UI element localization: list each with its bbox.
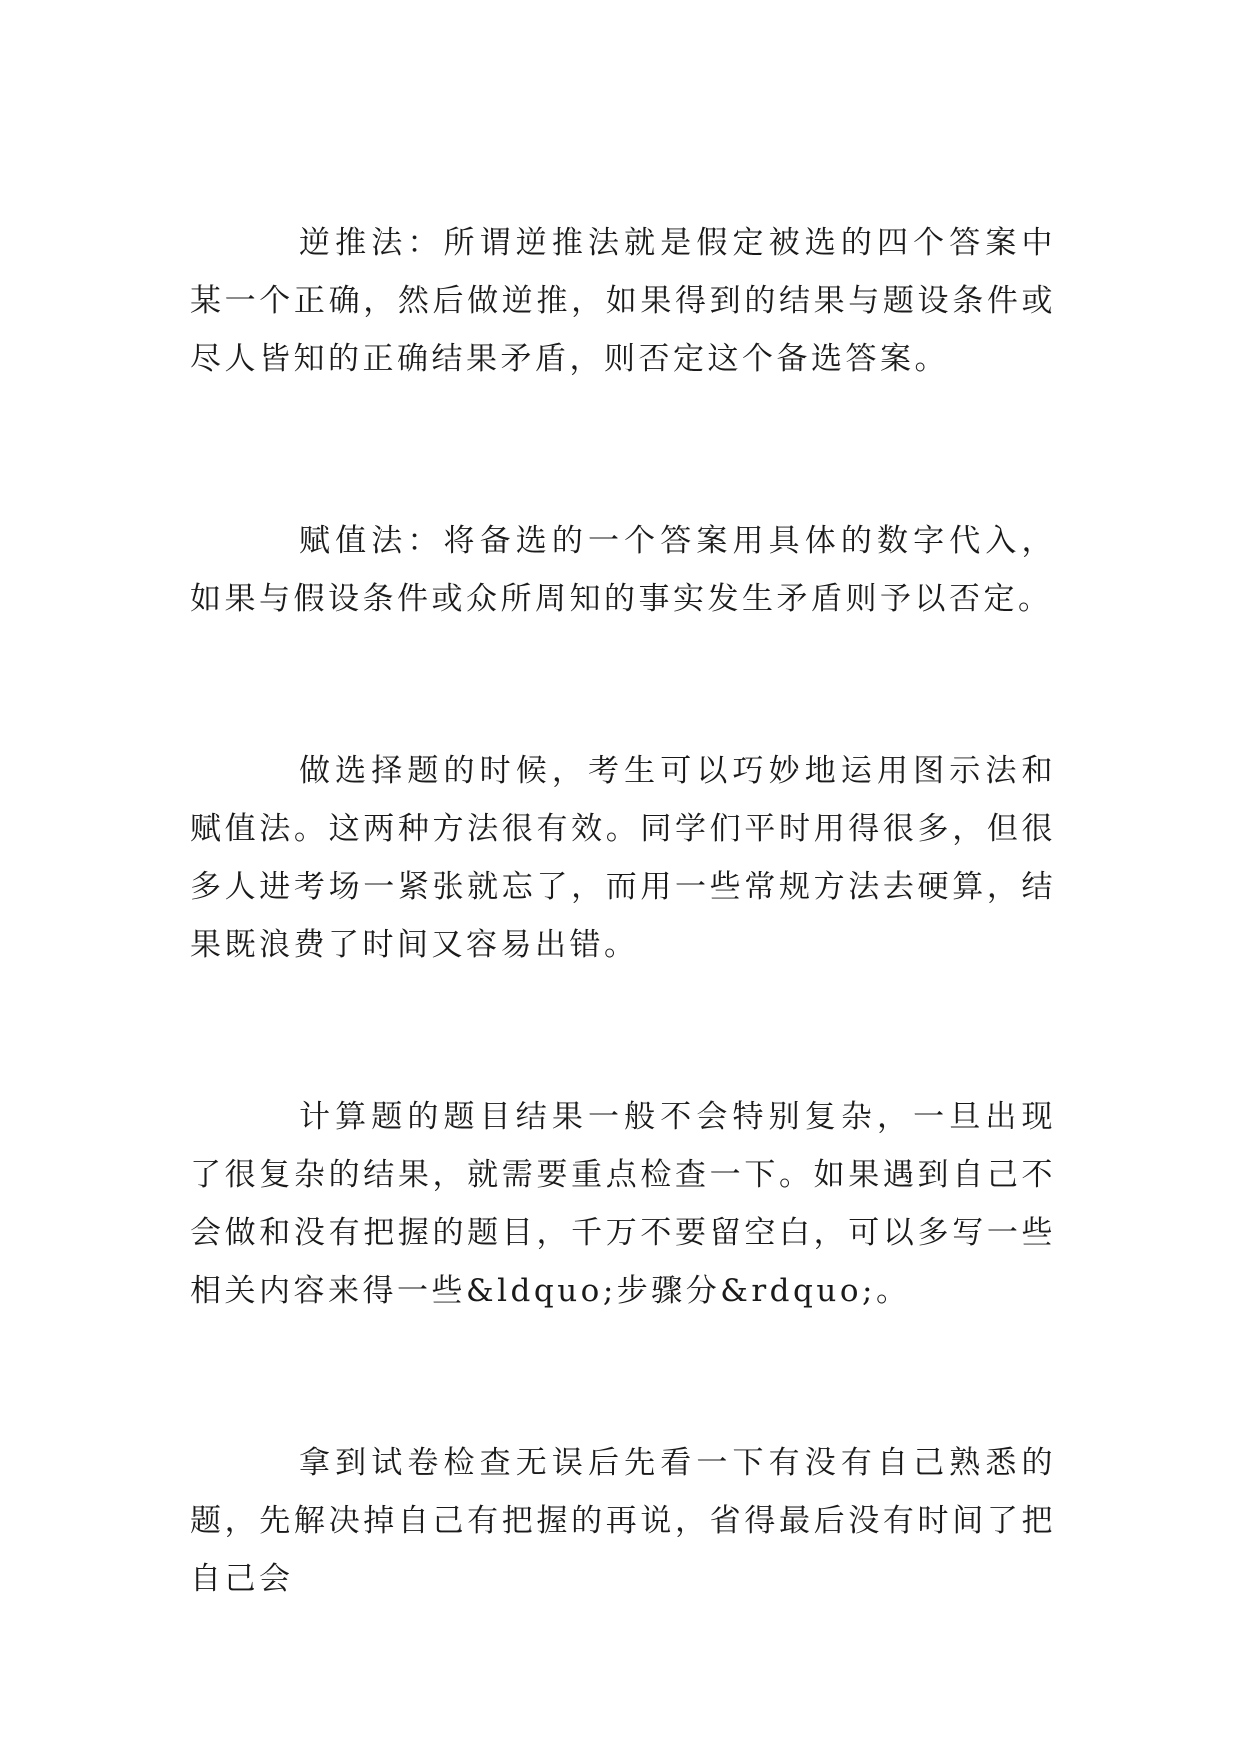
- paragraph-assignment-method: 赋值法：将备选的一个答案用具体的数字代入，如果与假设条件或众所周知的事实发生矛盾则予以否定。: [190, 523, 1056, 617]
- paragraph-exam-strategy: 拿到试卷检查无误后先看一下有没有自己熟悉的题，先解决掉自己有把握的再说，省得最后没有时间了把自己会: [190, 1445, 1056, 1597]
- paragraph-reverse-method: 逆推法：所谓逆推法就是假定被选的四个答案中某一个正确，然后做逆推，如果得到的结果与题设条件或尽人皆知的正确结果矛盾，则否定这个备选答案。: [190, 225, 1056, 377]
- paragraph-choice-questions: 做选择题的时候，考生可以巧妙地运用图示法和赋值法。这两种方法很有效。同学们平时用得很多，但很多人进考场一紧张就忘了，而用一些常规方法去硬算，结果既浪费了时间又容易出错。: [190, 753, 1056, 963]
- paragraph-calculation-questions: 计算题的题目结果一般不会特别复杂，一旦出现了很复杂的结果，就需要重点检查一下。如果遇到自己不会做和没有把握的题目，千万不要留空白，可以多写一些相关内容来得一些&ldquo;步骤分&rdquo;。: [190, 1099, 1056, 1309]
